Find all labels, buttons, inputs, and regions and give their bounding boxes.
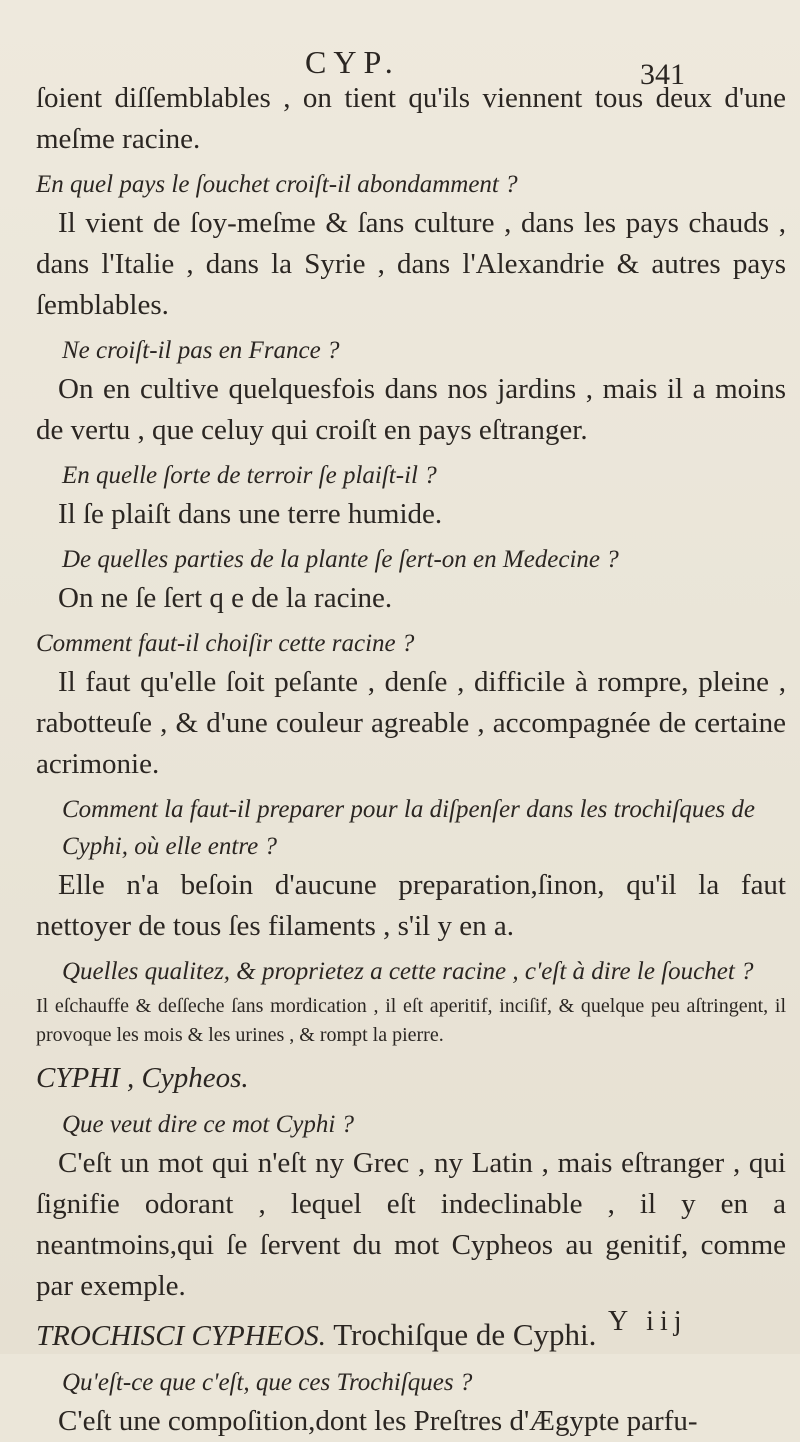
paragraph: Il faut qu'elle ſoit peſante , denſe , difficile à rompre, pleine , rabotteuſe , & d'une couleur agreable , accompagnée de certaine acrimonie. xyxy=(36,666,786,780)
section-heading xyxy=(36,1056,786,1100)
signature-mark: Y iij xyxy=(608,1306,688,1337)
paragraph: C'eſt un mot qui n'eſt ny Grec , ny Latin , mais eſtranger , qui ſignifie odorant , lequel eſt indeclinable , il y en a neantmoins,qui ſe ſervent du mot Cypheos au genitif, comme par exemple. xyxy=(36,1147,786,1302)
section-heading-italic: TROCHISCI CYPHEOS. xyxy=(36,1320,327,1352)
question: En quel pays le ſouchet croiſt-il abondamment ? xyxy=(36,171,518,198)
paragraph: On ne ſe ſert q e de la racine. xyxy=(58,582,393,614)
paragraph: ſoient diſſemblables , on tient qu'ils viennent tous deux d'une meſme racine. xyxy=(36,82,786,155)
body-text xyxy=(36,78,786,1442)
section-heading-rest: Trochiſque de Cyphi. xyxy=(326,1317,597,1352)
question: De quelles parties de la plante ſe ſert-on en Medecine ? xyxy=(62,546,619,573)
question: En quelle ſorte de terroir ſe plaiſt-il ? xyxy=(62,462,437,489)
question: Quelles qualitez, & proprietez a cette racine , c'eſt à dire le ſouchet ? xyxy=(62,958,754,985)
paragraph: Il vient de ſoy-meſme & ſans culture , dans les pays chauds , dans l'Italie , dans la Syrie , dans l'Alexandrie & autres pays ſemblables. xyxy=(36,207,786,321)
running-head: CYP. xyxy=(305,44,400,80)
question: Comment la faut-il preparer pour la diſpenſer dans les trochiſques de Cyphi, où elle entre ? xyxy=(62,796,755,860)
page-number: 341 xyxy=(640,58,685,91)
section-heading-italic: CYPHI xyxy=(36,1062,120,1094)
question: Que veut dire ce mot Cyphi ? xyxy=(62,1111,355,1138)
paragraph: C'eſt une compoſition,dont les Preſtres d'Ægypte parfu- xyxy=(58,1405,698,1437)
small-print-paragraph: Il eſchauffe & deſſeche ſans mordication , il eſt aperitif, inciſif, & quelque peu aſtringent, il provoque les mois & les urines , & rompt la pierre. xyxy=(36,995,786,1046)
paragraph: On en cultive quelquesfois dans nos jardins , mais il a moins de vertu , que celuy qui croiſt en pays eſtranger. xyxy=(36,373,786,446)
question: Ne croiſt-il pas en France ? xyxy=(62,337,340,364)
paragraph: Elle n'a beſoin d'aucune preparation,ſinon, qu'il la faut nettoyer de tous ſes filaments , s'il y en a. xyxy=(36,869,786,942)
section-heading-rest: , Cypheos. xyxy=(119,1062,249,1094)
question: Comment faut-il choiſir cette racine ? xyxy=(36,630,415,657)
question: Qu'eſt-ce que c'eſt, que ces Trochiſques ? xyxy=(62,1369,473,1396)
paragraph: Il ſe plaiſt dans une terre humide. xyxy=(58,498,443,530)
